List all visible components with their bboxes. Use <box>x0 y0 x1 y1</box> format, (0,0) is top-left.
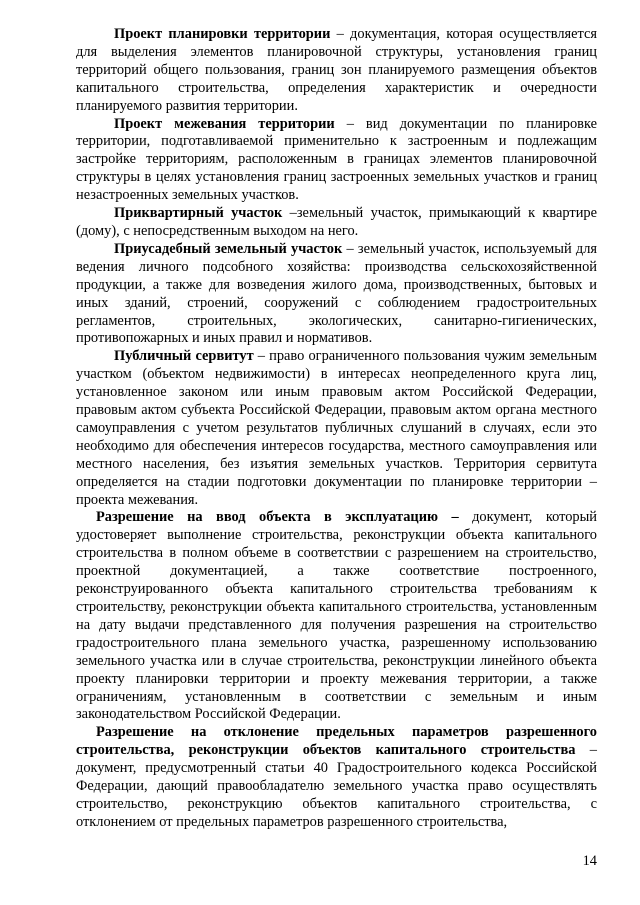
definition-paragraph <box>76 116 597 206</box>
definition-paragraph <box>76 348 597 509</box>
definition-text: – земельный участок, используемый для ведения личного подсобного хозяйства: производства сельскохозяйственной продукции, а также для возведения жилого дома, производственных, бытовых и иных зданий, строений, сооружений с соблюдением градостроительных регламентов, строительных, экологических, санитарно-гигиенических, противопожарных и иных правил и нормативов. <box>76 240 597 347</box>
definition-text: документ, который удостоверяет выполнение строительства, реконструкции объекта капитального строительства в полном объеме в соответствии с разрешением на строительство, проектной документацией, а также соответствие построенного, реконструированного объекта капитального строительства требованиям к строительству, реконструкции объекта капитального строительства, установленным на дату выдачи представленного для получения разрешения на строительство градостроительного плана земельного участка, разрешенному использованию земельного участка или в случае строительства, реконструкции линейного объекта проекту планировки территории и проекту межевания территории, а также ограничениям, установленным в соответствии с земельным и иным законодательством Российской Федерации. <box>76 509 597 723</box>
definition-text: – документ, предусмотренный статьи 40 Градостроительного кодекса Российской Федерации, дающий правообладателю земельного участка право осуществлять строительство, реконструкцию объектов капитального строительства, с отклонением от предельных параметров разрешенного строительства, <box>76 742 597 830</box>
definition-term: Разрешение на отклонение предельных параметров разрешенного строительства, реконструкции объектов капитального строительства <box>76 724 597 759</box>
definition-paragraph <box>76 509 597 724</box>
page-number: 14 <box>582 853 597 869</box>
definition-term: Публичный сервитут <box>114 348 254 365</box>
definition-term: Разрешение на ввод объекта в эксплуатацию – <box>96 509 459 526</box>
definition-term: Приквартирный участок <box>114 205 283 222</box>
definition-text: – документация, которая осуществляется для выделения элементов планировочной структуры, установления границ территорий общего пользования, границ зон планируемого размещения объектов капитального строительства, определения характеристик и очередности планируемого развития территории. <box>76 26 597 114</box>
definition-term: Проект планировки территории <box>114 26 331 42</box>
definition-text: – вид документации по планировке территории, подготавливаемой применительно к застроенным и подлежащим застройке территориям, расположенным в границах элементов планировочной структуры в целях установления границ застроенных земельных участков и границ незастроенных земельных участков. <box>76 115 597 204</box>
definition-paragraph <box>76 205 597 241</box>
definition-term: Приусадебный земельный участок <box>114 240 343 257</box>
definition-paragraph <box>76 26 597 116</box>
definition-text: –земельный участок, примыкающий к квартире (дому), с непосредственным выходом на него. <box>76 205 597 239</box>
definition-term: Проект межевания территории <box>114 115 335 132</box>
definition-paragraph <box>76 241 597 348</box>
definition-paragraph <box>76 724 597 831</box>
definition-text: – право ограниченного пользования чужим земельным участком (объектом недвижимости) в интересах неопределенного круга лиц, установленное законом или иным правовым актом Российской Федерации, правовым актом субъекта Российской Федерации, правовым актом органа местного самоуправления с учетом результатов публичных слушаний в случаях, если это необходимо для обеспечения интересов государства, местного самоуправления или местного населения, без изъятия земельных участков. Территория сервитута определяется на стадии подготовки документации по планировке территории – проекта межевания. <box>76 348 598 508</box>
